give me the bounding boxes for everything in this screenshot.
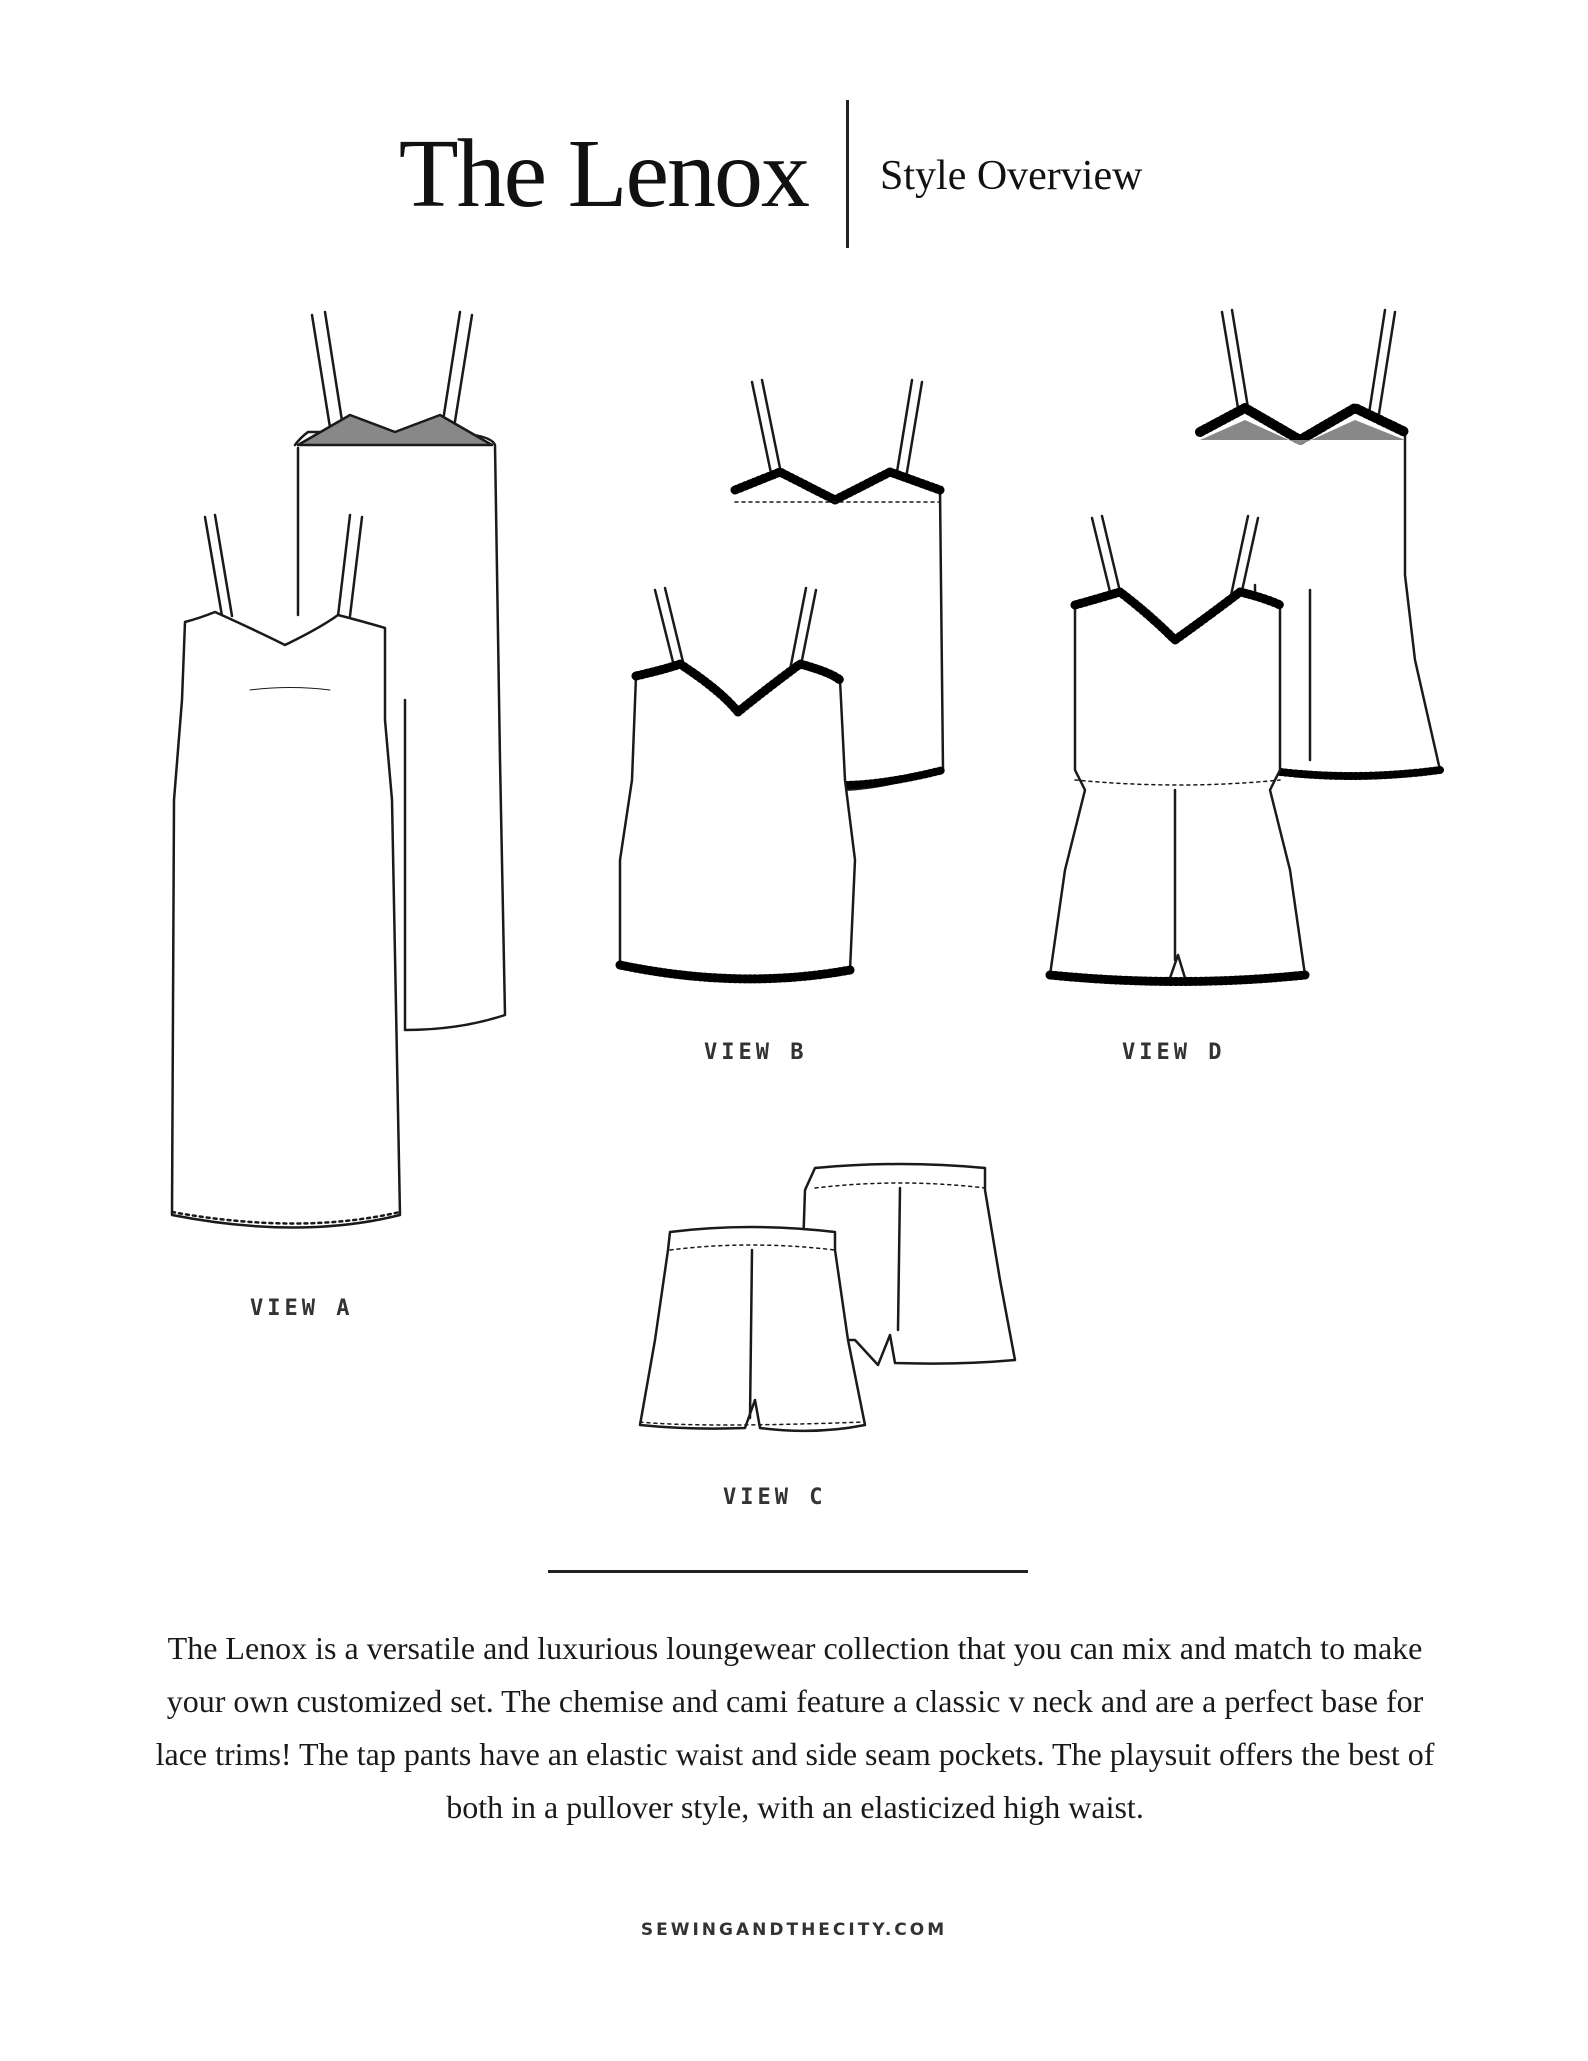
view-b-label: VIEW B	[704, 1040, 808, 1065]
section-divider	[548, 1570, 1028, 1573]
page-title: The Lenox	[398, 120, 808, 228]
chemise-front-drawing	[172, 515, 400, 1228]
view-c-label: VIEW C	[723, 1485, 827, 1510]
view-d-label: VIEW D	[1122, 1040, 1226, 1065]
page-subtitle: Style Overview	[880, 153, 1143, 199]
collection-description: The Lenox is a versatile and luxurious loungewear collection that you can mix and match to make your own customized set. The chemise and cami feature a classic v neck and are a perfect base for lace trims! The tap pants have an elastic waist and side seam pockets. The playsuit offers the best of both in a pullover style, with an elasticized high waist.	[155, 1630, 1435, 1825]
view-a-label: VIEW A	[250, 1296, 354, 1321]
tap-pants-front-drawing	[640, 1227, 865, 1431]
site-footer-url: SEWINGANDTHECITY.COM	[640, 1920, 948, 1940]
